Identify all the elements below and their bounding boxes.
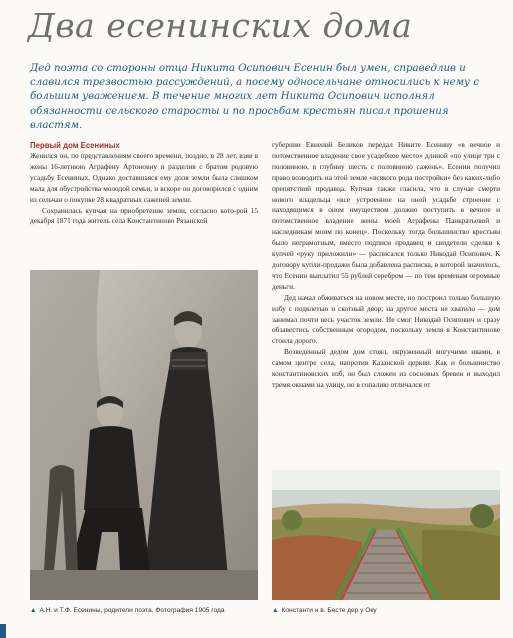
intro-paragraph: Дед поэта со стороны отца Никита Осипович Есенин был умен, справедлив и славился трезвостью рассуждений, а посему односельчане относились к нему с большим уважением. В течение многих лет Никита Осипович исполнял обязанности сельского старосты и по просьбам крестьян писал прошения властям. <box>30 63 479 131</box>
body-paragraph: губернии Евнений Беликов передал Никите Есенину «в вечное и потомственное владение свое усадебное место» длиной «по улице три с половиною, в глубину шесть с половиною сажень». Есенин получил право возводить на этой земле «всякого рода постройки» без каких-либо препятствий продавца. Купчая также гласила, что в случае смерти нового владельца «все устроенное на оной усадьбе строение с находящимся в оном имуществом должно поступить в вечное и потомственное владение жены моей Аграфены Панкратьевой и наследникам моим по конец». Поскольку тогда большинство крестьян было неграмотным, вместо подписи продавец и свидетели сделки к купчей «руку приложили» — расписался только Никодай Осипович. К договору купли-продажи была добавлена расписка, в которой значилось, что Есенин выплатил 55 рублей серебром — по тем временам огромные деньги. <box>272 140 500 291</box>
photo-caption-left <box>30 607 225 614</box>
body-paragraph: Женился он, по представлениям своего времени, поздно, в 28 лет, взяв в жены 16-летнюю Аграфену Артоновну и разделив с братом родовую усадьбу Есениных. Однако доставшаяся ему доля земли была слишком мала для обустройства молодой семьи, и вскоре он договорился с одним из сельчан о покупке 28 квадратных саженей земли. <box>30 151 258 204</box>
page-edge-marker <box>0 624 6 638</box>
portrait-photo <box>30 270 258 600</box>
page-title: Два есенинских дома <box>28 6 413 45</box>
photo-caption-right <box>272 607 377 614</box>
left-column <box>30 140 258 227</box>
landscape-photo <box>272 470 500 600</box>
triangle-icon: ▲ <box>30 607 37 614</box>
body-paragraph: Дед начал обживаться на новом месте, но построил только большую избу с подклетью и скотный двор; на другое места не хватило — дом занимал почти весь участок земли. Не смог Никодай Осипович и сразу обзавестись собственным огородом, поскольку земля в Константинове стоила дорого. <box>272 292 500 346</box>
body-paragraph: Сохранилась купчая на приобретение земли, согласно кото-рой 15 декабря 1871 года житель села Константиново Рязанской <box>30 205 258 226</box>
caption-text: А.Н. и Т.Ф. Есенины, родители поэта. Фотография 1905 года <box>39 607 225 614</box>
section-heading: Первый дом Есениных <box>30 141 120 150</box>
caption-text: Константи н в. Бесте дер у Оку <box>281 607 377 614</box>
body-paragraph: Возведенный дедом дом стоял, окруженный могучими ивами, в самом центре села, напротив Казанской церкви. Как и большинство константиновских изб, он был сложен из сосновых бревен и выходил тремя окнами на улицу, но в сопалию отличался от <box>272 347 500 389</box>
right-column <box>272 140 500 391</box>
triangle-icon: ▲ <box>272 607 279 614</box>
